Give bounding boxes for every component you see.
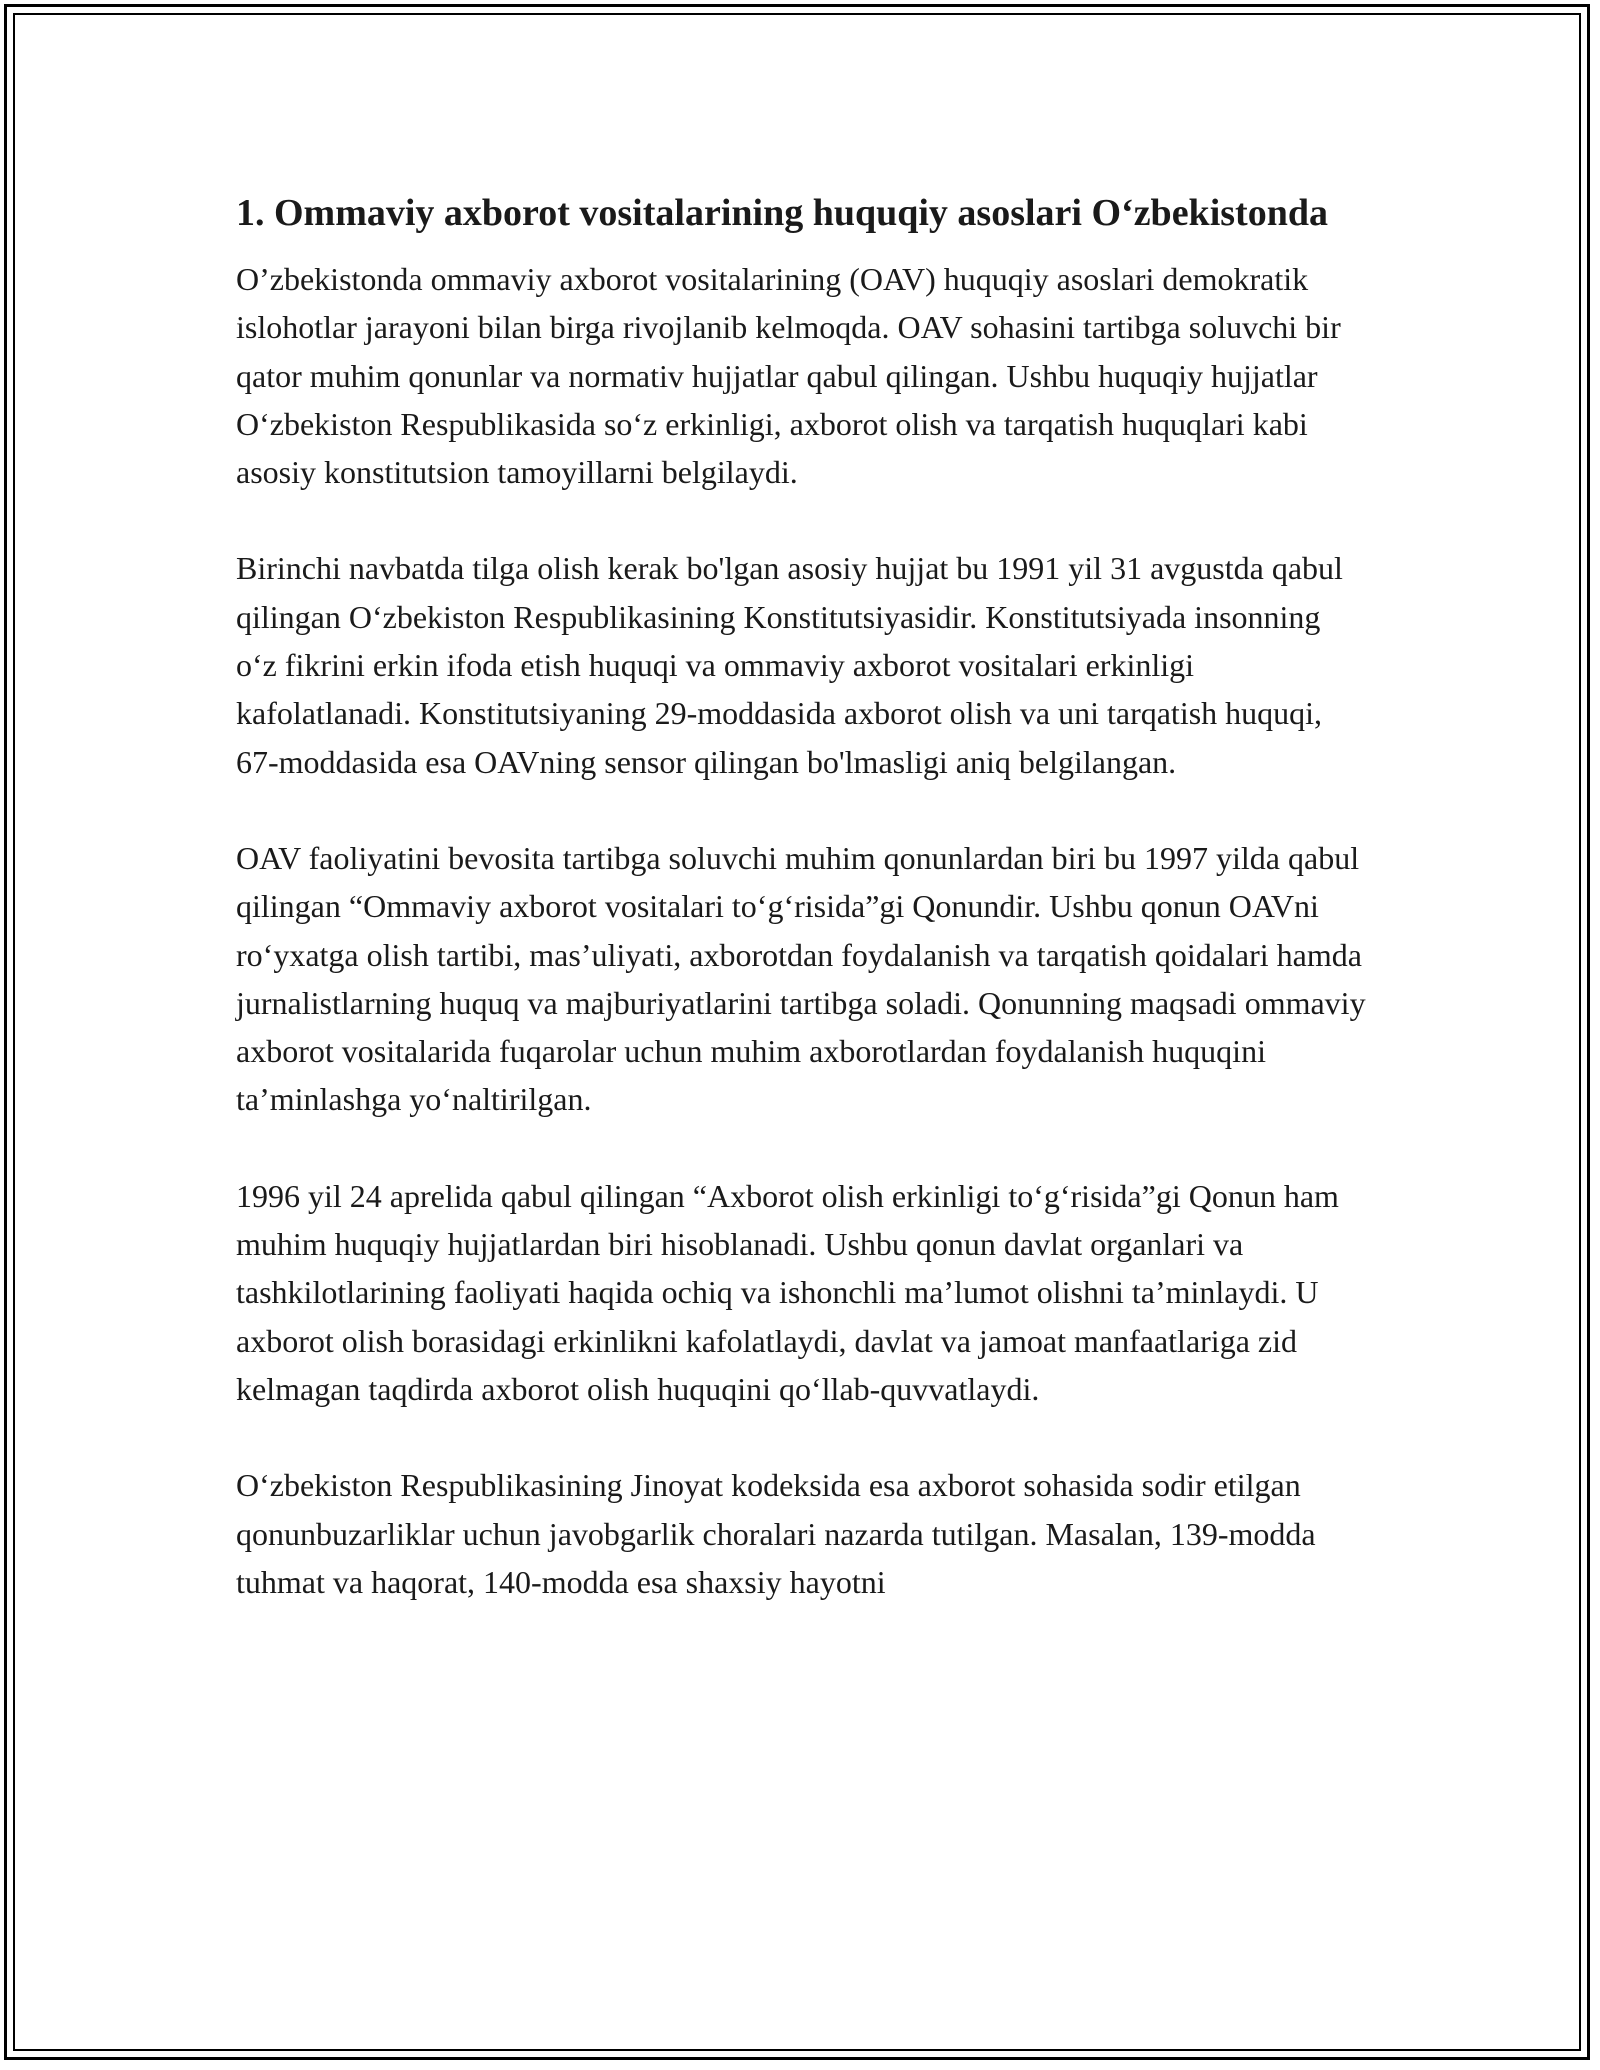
paragraph-3: OAV faoliyatini bevosita tartibga soluvchi muhim qonunlardan biri bu 1997 yilda qabul qilingan “Ommaviy axborot vositalari to‘g‘risida”gi Qonundir. Ushbu qonun OAVni ro‘yxatga olish tartibi, mas’uliyati, axborotdan foydalanish va tarqatish qoidalari hamda jurnalistlarning huquq va majburiyatlarini tartibga soladi. Qonunning maqsadi ommaviy axborot vositalarida fuqarolar uchun muhim axborotlardan foydalanish huquqini ta’minlashga yo‘naltirilgan. [236, 839, 1366, 1118]
section-heading: 1. Ommaviy axborot vositalarining huquqiy asoslari O‘zbekistonda [236, 192, 1328, 234]
paragraph-1: O’zbekistonda ommaviy axborot vositalarining (OAV) huquqiy asoslari demokratik islohotlar jarayoni bilan birga rivojlanib kelmoqda. OAV sohasini tartibga soluvchi bir qator muhim qonunlar va normativ hujjatlar qabul qilingan. Ushbu huquqiy hujjatlar O‘zbekiston Respublikasida so‘z erkinligi, axborot olish va tarqatish huquqlari kabi asosiy konstitutsion tamoyillarni belgilaydi. [236, 261, 1341, 491]
paragraph-2: Birinchi navbatda tilga olish kerak bo'lgan asosiy hujjat bu 1991 yil 31 avgustda qabul qilingan O‘zbekiston Respublikasining Konstitutsiyasidir. Konstitutsiyada insonning o‘z fikrini erkin ifoda etish huquqi va ommaviy axborot vositalari erkinligi kafolatlanadi. Konstitutsiyaning 29-moddasida axborot olish va uni tarqatish huquqi, 67-moddasida esa OAVning sensor qilingan bo'lmasligi aniq belgilangan. [236, 550, 1343, 780]
paragraph-5: O‘zbekiston Respublikasining Jinoyat kodeksida esa axborot sohasida sodir etilgan qonunbuzarliklar uchun javobgarlik choralari nazarda tutilgan. Masalan, 139-modda tuhmat va haqorat, 140-modda esa shaxsiy hayotni [236, 1467, 1316, 1600]
document-page [236, 186, 1366, 1606]
paragraph-4: 1996 yil 24 aprelida qabul qilingan “Axborot olish erkinligi to‘g‘risida”gi Qonun ham muhim huquqiy hujjatlardan biri hisoblanadi. Ushbu qonun davlat organlari va tashkilotlarining faoliyati haqida ochiq va ishonchli ma’lumot olishni ta’minlaydi. U axborot olish borasidagi erkinlikni kafolatlaydi, davlat va jamoat manfaatlariga zid kelmagan taqdirda axborot olish huquqini qo‘llab-quvvatlaydi. [236, 1177, 1339, 1407]
